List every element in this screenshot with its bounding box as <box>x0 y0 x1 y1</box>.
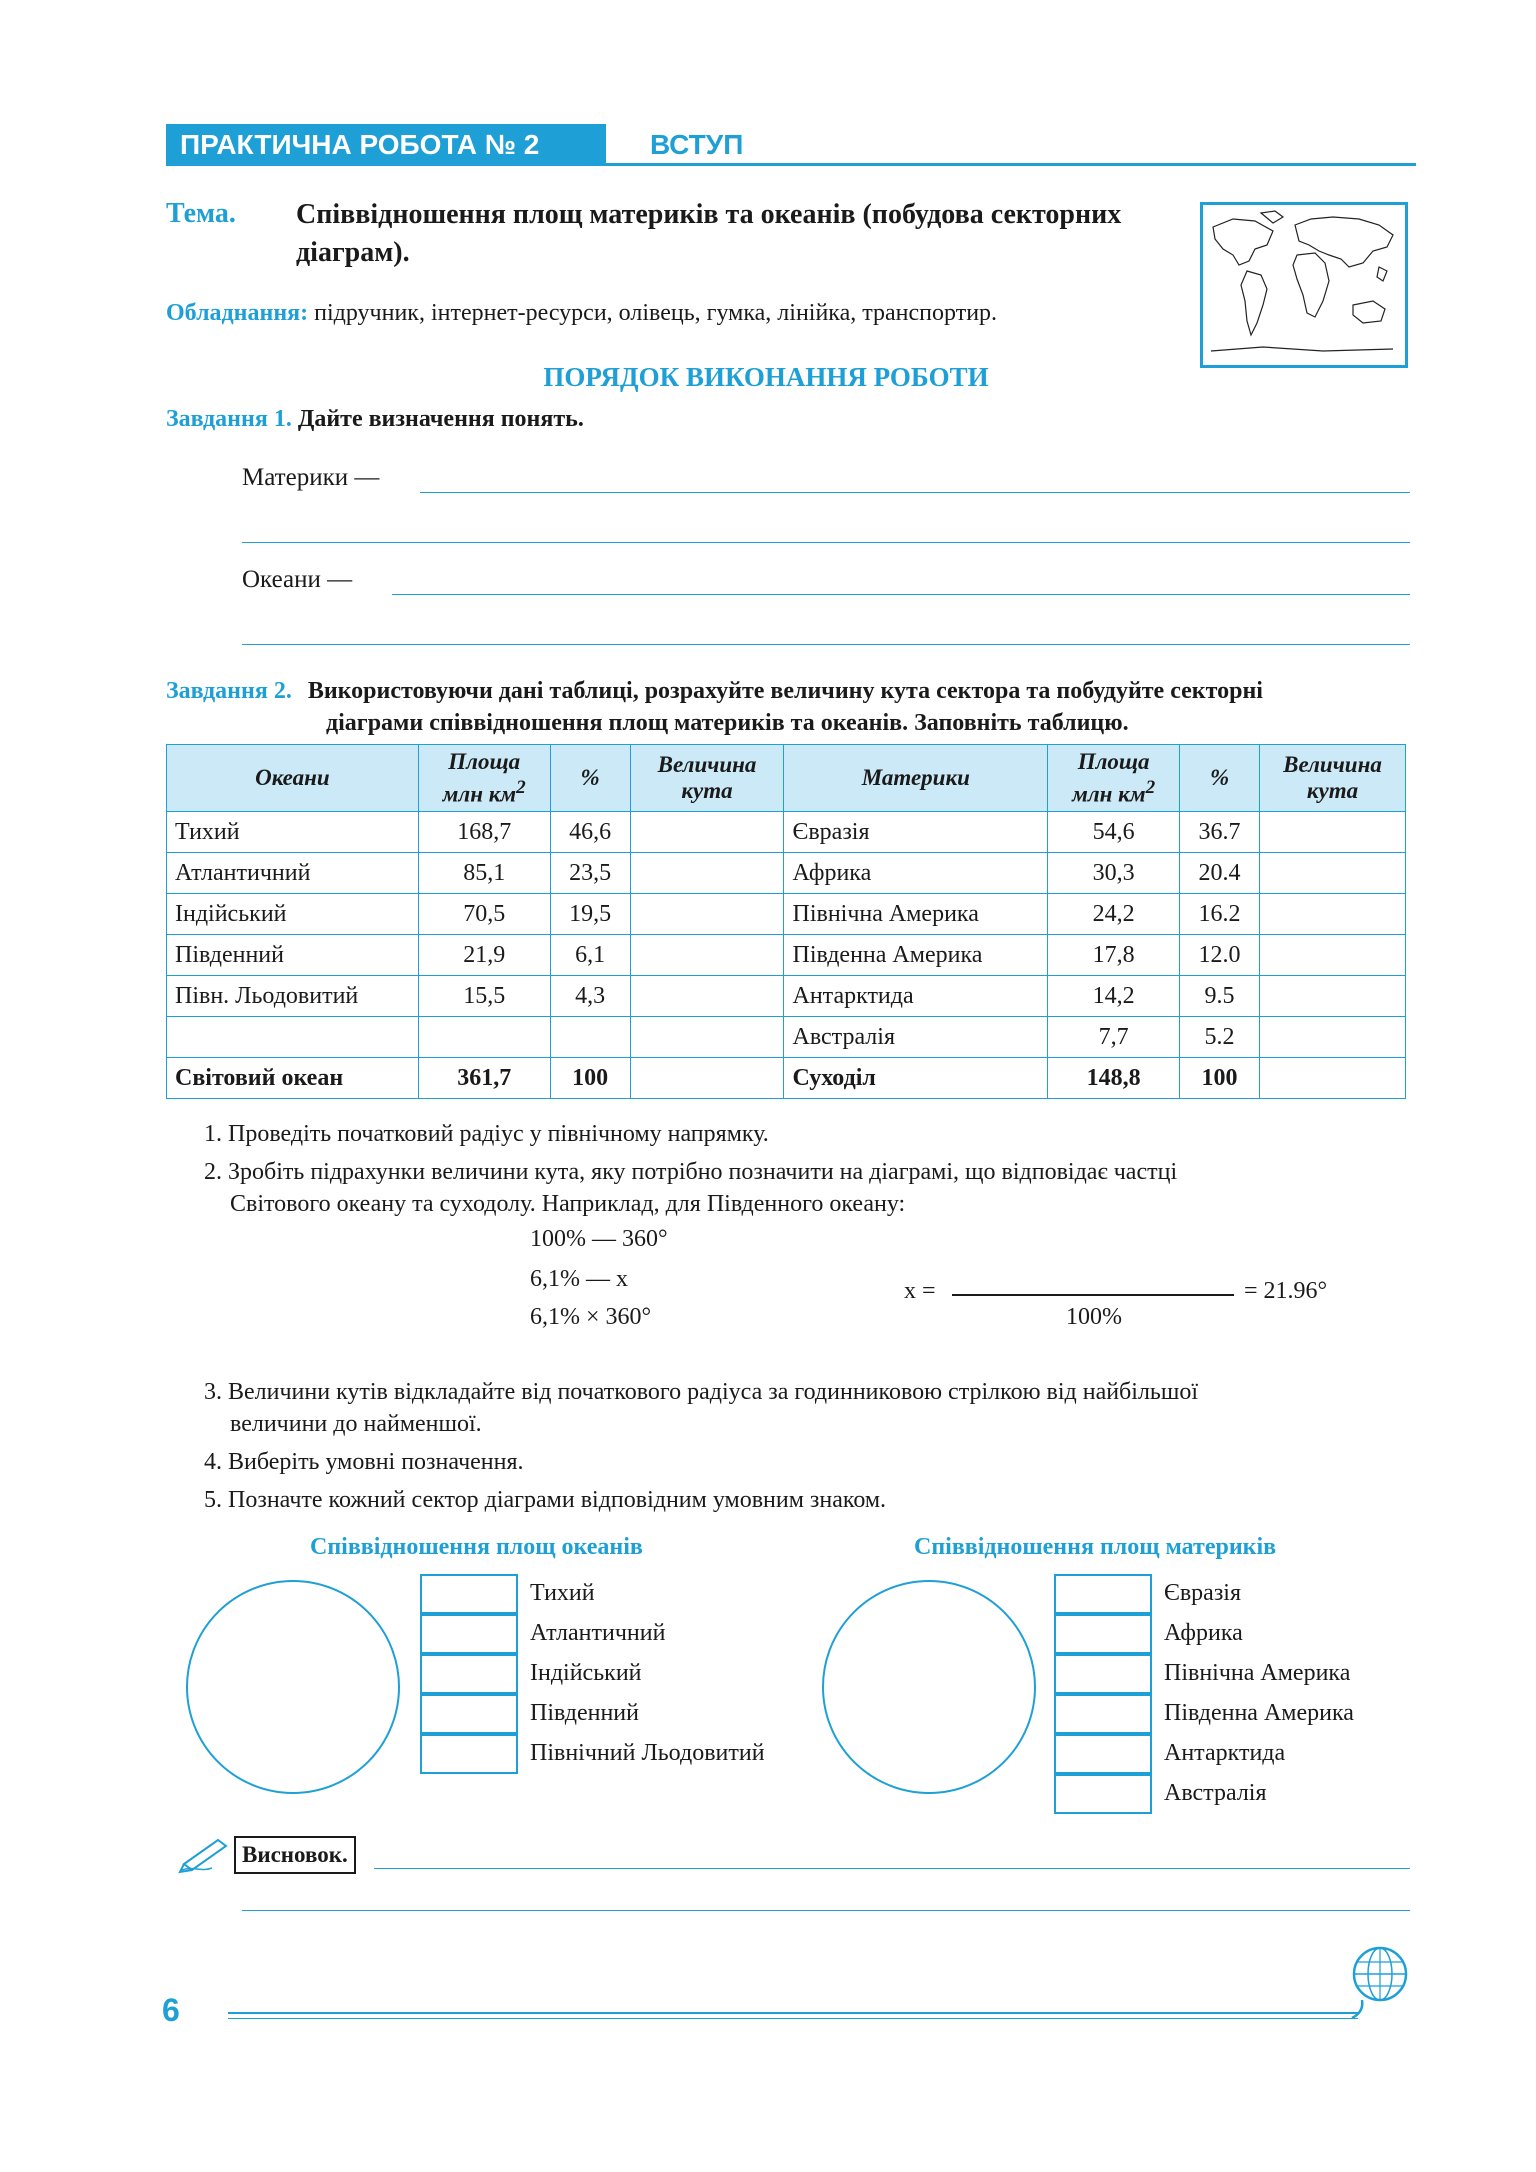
conclusion-label: Висновок. <box>234 1836 356 1874</box>
ocean-percent: 46,6 <box>550 812 630 853</box>
ocean-area: 85,1 <box>418 853 550 894</box>
ocean-percent: 4,3 <box>550 976 630 1017</box>
step-2b: Світового океану та суходолу. Наприклад, для Південного океану: <box>230 1191 906 1217</box>
ocean-name: Індійський <box>167 894 419 935</box>
legend-label: Індійський <box>530 1660 642 1686</box>
procedure-heading: ПОРЯДОК ВИКОНАННЯ РОБОТИ <box>543 362 989 392</box>
term-oceans: Океани — <box>242 566 353 593</box>
footer-rule-1 <box>228 2012 1358 2014</box>
header-ocean-angle: Величина кута <box>630 745 784 812</box>
legend-swatch[interactable] <box>1054 1614 1152 1654</box>
ocean-percent: 23,5 <box>550 853 630 894</box>
footer-rule-2 <box>228 2018 1358 2019</box>
ocean-total-name: Світовий океан <box>167 1058 419 1099</box>
legend-label: Південна Америка <box>1164 1700 1354 1726</box>
continent-angle-cell[interactable] <box>1260 1017 1406 1058</box>
area-table <box>166 744 1406 1099</box>
task2-heading <box>166 678 1416 705</box>
continent-area: 54,6 <box>1048 812 1180 853</box>
land-total-percent: 100 <box>1180 1058 1260 1099</box>
legend-label: Північна Америка <box>1164 1660 1351 1686</box>
equipment-line <box>166 300 997 327</box>
continent-area: 14,2 <box>1048 976 1180 1017</box>
ocean-name <box>167 1017 419 1058</box>
header-oceans: Океани <box>167 745 419 812</box>
table-row <box>167 935 1406 976</box>
table-row <box>167 812 1406 853</box>
legend-label: Африка <box>1164 1620 1243 1646</box>
legend-swatch[interactable] <box>1054 1734 1152 1774</box>
step-3a: 3. Величини кутів відкладайте від початкового радіуса за годинниковою стрілкою від найбільшої <box>204 1379 1199 1405</box>
calc-line-3: 6,1% × 360° <box>530 1304 652 1330</box>
conclusion-line-2[interactable] <box>242 1910 1410 1911</box>
legend-label: Північний Льодовитий <box>530 1740 765 1766</box>
task2-label: Завдання 2. <box>166 678 292 704</box>
continent-name: Австралія <box>784 1017 1048 1058</box>
continent-angle-cell[interactable] <box>1260 812 1406 853</box>
task1-label: Завдання 1. <box>166 406 292 432</box>
ocean-area: 21,9 <box>418 935 550 976</box>
header-rule <box>606 163 1416 166</box>
step-3b: величини до найменшої. <box>230 1411 482 1437</box>
world-map-image <box>1200 202 1408 368</box>
continents-diagram-title: Співвідношення площ материків <box>914 1534 1277 1560</box>
pencil-icon <box>178 1834 232 1879</box>
task1-text: Дайте визначення понять. <box>291 406 584 432</box>
land-total-name: Суходіл <box>784 1058 1048 1099</box>
answer-line-continents-2[interactable] <box>242 542 1410 543</box>
ocean-angle-cell[interactable] <box>630 894 784 935</box>
header-ocean-area: Площа млн $км^2$ <box>418 745 550 812</box>
header-continents: Материки <box>784 745 1048 812</box>
continent-angle-cell[interactable] <box>1260 935 1406 976</box>
continent-area: 24,2 <box>1048 894 1180 935</box>
continent-angle-cell[interactable] <box>1260 894 1406 935</box>
section-title: ВСТУП <box>650 129 744 160</box>
ocean-percent <box>550 1017 630 1058</box>
continent-name: Євразія <box>784 812 1048 853</box>
legend-swatch[interactable] <box>1054 1774 1152 1814</box>
legend-label: Антарктида <box>1164 1740 1286 1766</box>
continents-pie-circle[interactable] <box>822 1580 1036 1794</box>
fraction-bar <box>952 1294 1234 1296</box>
ocean-name: Південний <box>167 935 419 976</box>
ocean-angle-cell[interactable] <box>630 853 784 894</box>
ocean-angle-cell[interactable] <box>630 812 784 853</box>
answer-line-oceans[interactable] <box>392 594 1410 595</box>
legend-label: Євразія <box>1164 1580 1242 1606</box>
legend-label: Австралія <box>1164 1780 1267 1806</box>
ocean-area: 70,5 <box>418 894 550 935</box>
continent-name: Південна Америка <box>784 935 1048 976</box>
globe-icon <box>1344 1942 1410 2027</box>
step-2a: 2. Зробіть підрахунки величини кута, яку потрібно позначити на діаграмі, що відповідає частці <box>204 1159 1178 1185</box>
step-4: 4. Виберіть умовні позначення. <box>204 1449 524 1475</box>
legend-label: Південний <box>530 1700 639 1726</box>
answer-line-continents[interactable] <box>420 492 1410 493</box>
table-row <box>167 853 1406 894</box>
ocean-percent: 6,1 <box>550 935 630 976</box>
ocean-percent: 19,5 <box>550 894 630 935</box>
continent-angle-cell[interactable] <box>1260 853 1406 894</box>
continent-area: 30,3 <box>1048 853 1180 894</box>
ocean-angle-cell[interactable] <box>630 935 784 976</box>
continent-percent: 16.2 <box>1180 894 1260 935</box>
continent-name: Північна Америка <box>784 894 1048 935</box>
calc-line-2: 6,1% — х <box>530 1266 628 1292</box>
answer-line-oceans-2[interactable] <box>242 644 1410 645</box>
continent-percent: 5.2 <box>1180 1017 1260 1058</box>
continent-name: Антарктида <box>784 976 1048 1017</box>
table-header-row <box>167 745 1406 812</box>
header-continent-area: Площа млн $км^2$ <box>1048 745 1180 812</box>
legend-swatch[interactable] <box>420 1614 518 1654</box>
oceans-diagram-title: Співвідношення площ океанів <box>310 1534 643 1560</box>
task2-text-1: Використовуючи дані таблиці, розрахуйте величину кута сектора та побудуйте секторні <box>307 678 1263 704</box>
calc-x-prefix: х = <box>904 1278 936 1304</box>
continent-area: 17,8 <box>1048 935 1180 976</box>
world-map-icon <box>1203 205 1405 365</box>
continent-area: 7,7 <box>1048 1017 1180 1058</box>
header-continent-percent: % <box>1180 745 1260 812</box>
header-continent-angle: Величина кута <box>1260 745 1406 812</box>
ocean-area: 15,5 <box>418 976 550 1017</box>
continent-percent: 9.5 <box>1180 976 1260 1017</box>
ocean-total-area: 361,7 <box>418 1058 550 1099</box>
table-row <box>167 1017 1406 1058</box>
legend-swatch[interactable] <box>1054 1654 1152 1694</box>
calc-result: = 21.96° <box>1244 1278 1328 1304</box>
calc-denominator: 100% <box>1066 1304 1122 1330</box>
continent-percent: 36.7 <box>1180 812 1260 853</box>
ocean-name: Тихий <box>167 812 419 853</box>
step-1: 1. Проведіть початковий радіус у північному напрямку. <box>204 1121 769 1147</box>
ocean-area <box>418 1017 550 1058</box>
legend-label: Атлантичний <box>530 1620 666 1646</box>
table-row <box>167 976 1406 1017</box>
continent-percent: 12.0 <box>1180 935 1260 976</box>
ocean-total-angle-cell[interactable] <box>630 1058 784 1099</box>
legend-swatch[interactable] <box>420 1574 518 1614</box>
term-continents: Материки — <box>242 464 380 491</box>
task2-text-2: діаграми співвідношення площ материків та океанів. Заповніть таблицю. <box>326 710 1129 736</box>
ocean-angle-cell[interactable] <box>630 976 784 1017</box>
legend-swatch[interactable] <box>420 1694 518 1734</box>
header-ocean-percent: % <box>550 745 630 812</box>
ocean-angle-cell[interactable] <box>630 1017 784 1058</box>
topic-text: Співвідношення площ материків та океанів (побудова секторних діаграм). <box>296 199 1122 268</box>
ocean-area: 168,7 <box>418 812 550 853</box>
task1-heading <box>166 406 584 433</box>
ocean-name: Півн. Льодовитий <box>167 976 419 1017</box>
practical-work-title: ПРАКТИЧНА РОБОТА № 2 <box>166 124 606 166</box>
topic-label: Тема. <box>166 198 236 229</box>
land-total-angle-cell[interactable] <box>1260 1058 1406 1099</box>
continent-name: Африка <box>784 853 1048 894</box>
table-total-row <box>167 1058 1406 1099</box>
legend-swatch[interactable] <box>420 1734 518 1774</box>
table-row <box>167 894 1406 935</box>
land-total-area: 148,8 <box>1048 1058 1180 1099</box>
conclusion-line-1[interactable] <box>374 1868 1410 1869</box>
page-number: 6 <box>162 1992 180 2028</box>
step-5: 5. Позначте кожний сектор діаграми відповідним умовним знаком. <box>204 1487 887 1513</box>
legend-swatch[interactable] <box>1054 1694 1152 1734</box>
continent-angle-cell[interactable] <box>1260 976 1406 1017</box>
oceans-pie-circle[interactable] <box>186 1580 400 1794</box>
ocean-name: Атлантичний <box>167 853 419 894</box>
legend-label: Тихий <box>530 1580 595 1606</box>
legend-swatch[interactable] <box>420 1654 518 1694</box>
continent-percent: 20.4 <box>1180 853 1260 894</box>
calc-line-1: 100% — 360° <box>530 1226 668 1252</box>
equipment-text: підручник, інтернет-ресурси, олівець, гумка, лінійка, транспортир. <box>308 300 998 326</box>
legend-swatch[interactable] <box>1054 1574 1152 1614</box>
ocean-total-percent: 100 <box>550 1058 630 1099</box>
equipment-label: Обладнання: <box>166 300 309 326</box>
